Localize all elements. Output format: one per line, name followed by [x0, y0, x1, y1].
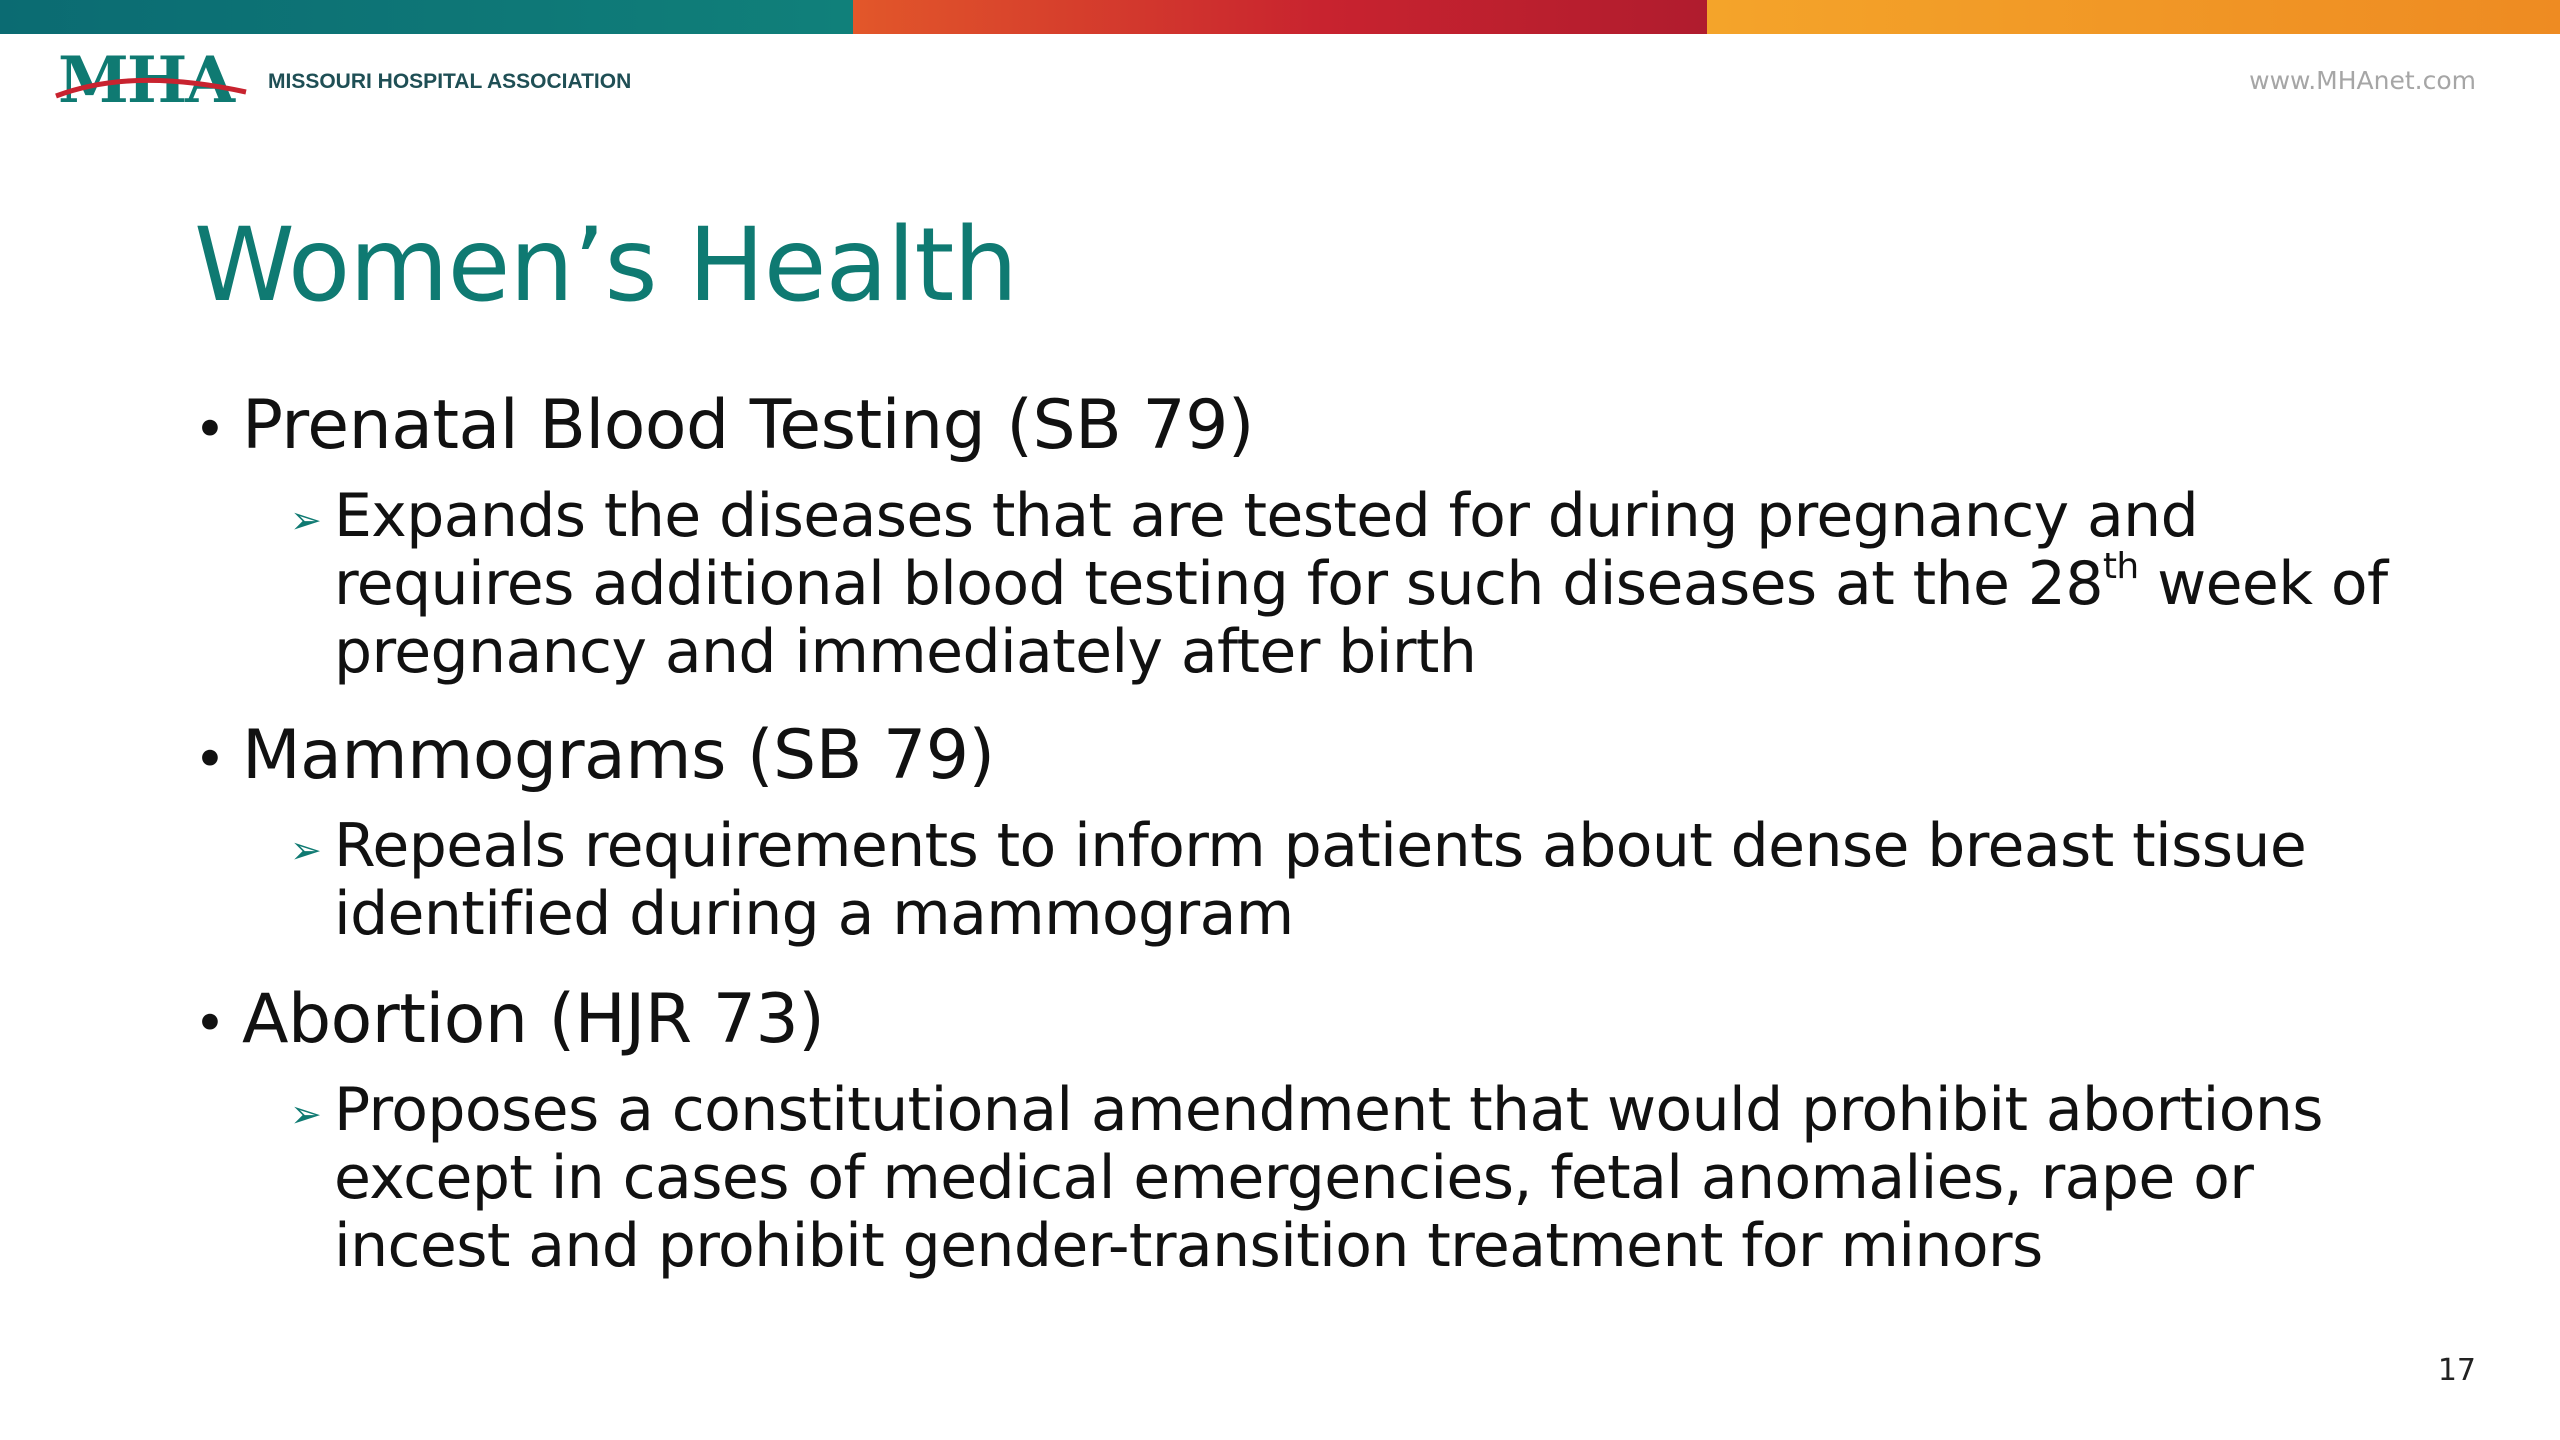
bullet-prenatal	[194, 384, 2404, 472]
arrow-bullet-icon: ➢	[290, 1092, 322, 1136]
top-color-band	[0, 0, 2560, 34]
mha-logo-mark	[54, 48, 250, 112]
sub-bullet-text	[334, 482, 2404, 686]
ordinal-superscript: th	[2102, 546, 2139, 587]
sub-bullet-text: Proposes a constitutional amendment that would prohibit abortions except in cases of medical emergencies, fetal anomalies, rape or incest and prohibit gender-transition treatment for minors	[334, 1075, 2323, 1281]
band-teal	[0, 0, 853, 34]
bullet-dot-icon: •	[194, 992, 226, 1055]
bullet-abortion	[194, 978, 2404, 1066]
sub-bullet-text: Repeals requirements to inform patients about dense breast tissue identified during a mammogram	[334, 811, 2307, 949]
sub-bullet-prenatal	[290, 482, 2404, 686]
arrow-bullet-icon: ➢	[290, 498, 322, 542]
site-url: www.MHAnet.com	[2249, 66, 2476, 95]
page-number: 17	[2437, 1353, 2476, 1388]
bullet-dot-icon: •	[194, 728, 226, 791]
bullet-dot-icon: •	[194, 398, 226, 461]
bullet-heading: Mammograms (SB 79)	[242, 716, 995, 795]
bullet-heading: Abortion (HJR 73)	[242, 980, 825, 1059]
org-name: MISSOURI HOSPITAL ASSOCIATION	[268, 70, 632, 93]
band-orange	[1707, 0, 2560, 34]
bullet-list	[194, 384, 2404, 1280]
svg-text:MHA: MHA	[58, 48, 233, 112]
sub-text-part: Expands the diseases that are tested for during pregnancy and requires additional blood testing for such diseases at the 28	[334, 481, 2199, 619]
band-red	[853, 0, 1706, 34]
sub-bullet-mammograms	[290, 812, 2404, 948]
sub-bullet-abortion	[290, 1076, 2404, 1280]
sub-text-part: week of pregnancy and immediately after birth	[334, 549, 2388, 687]
arrow-bullet-icon: ➢	[290, 828, 322, 872]
bullet-heading: Prenatal Blood Testing (SB 79)	[242, 386, 1254, 465]
mha-logo	[54, 48, 631, 112]
slide-title: Women’s Health	[194, 206, 1017, 325]
bullet-mammograms	[194, 714, 2404, 802]
